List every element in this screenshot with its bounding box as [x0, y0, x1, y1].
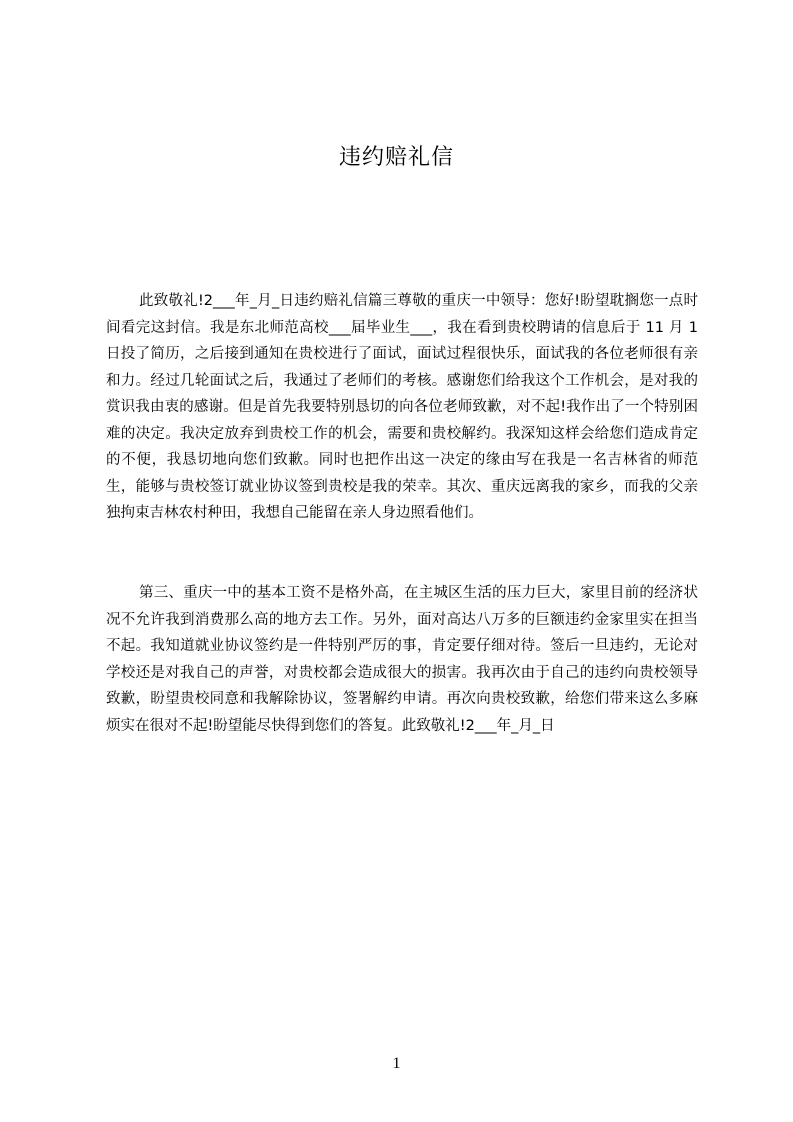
body-paragraph-1: 此致敬礼!2___年_月_日违约赔礼信篇三尊敬的重庆一中领导：您好!盼望耽搁您一点时间看完这封信。我是东北师范高校___届毕业生___，我在看到贵校聘请的信息后于 11 月 1 日投了简历，之后接到通知在贵校进行了面试，面试过程很快乐，面试我的各位老师很有亲和力。经过几轮面试之后，我通过了老师们的考核。感谢您们给我这个工作机会，是对我的赏识我由衷的感谢。但是首先我要特别恳切的向各位老师致歉，对不起!我作出了一个特别困难的决定。我决定放弃到贵校工作的机会，需要和贵校解约。我深知这样会给您们造成肯定的不便，我恳切地向您们致歉。同时也把作出这一决定的缘由写在我是一名吉林省的师范生，能够与贵校签订就业协议签到贵校是我的荣幸。其次、重庆远离我的家乡，而我的父亲独拘束吉林农村种田，我想自己能留在亲人身边照看他们。	[106, 293, 698, 521]
page-number: 1	[392, 1055, 401, 1072]
document-title: 违约赔礼信	[338, 145, 454, 170]
body-paragraph-2: 第三、重庆一中的基本工资不是格外高，在主城区生活的压力巨大，家里目前的经济状况不允许我到消费那么高的地方去工作。另外，面对高达八万多的巨额违约金家里实在担当不起。我知道就业协议签约是一件特别严厉的事，肯定要仔细对待。签后一旦违约，无论对学校还是对我自己的声誉，对贵校都会造成很大的损害。我再次由于自己的违约向贵校领导致歉，盼望贵校同意和我解除协议，签署解约申请。再次向贵校致歉，给您们带来这么多麻烦实在很对不起!盼望能尽快得到您们的答复。此致敬礼!2___年_月_日	[106, 585, 698, 734]
